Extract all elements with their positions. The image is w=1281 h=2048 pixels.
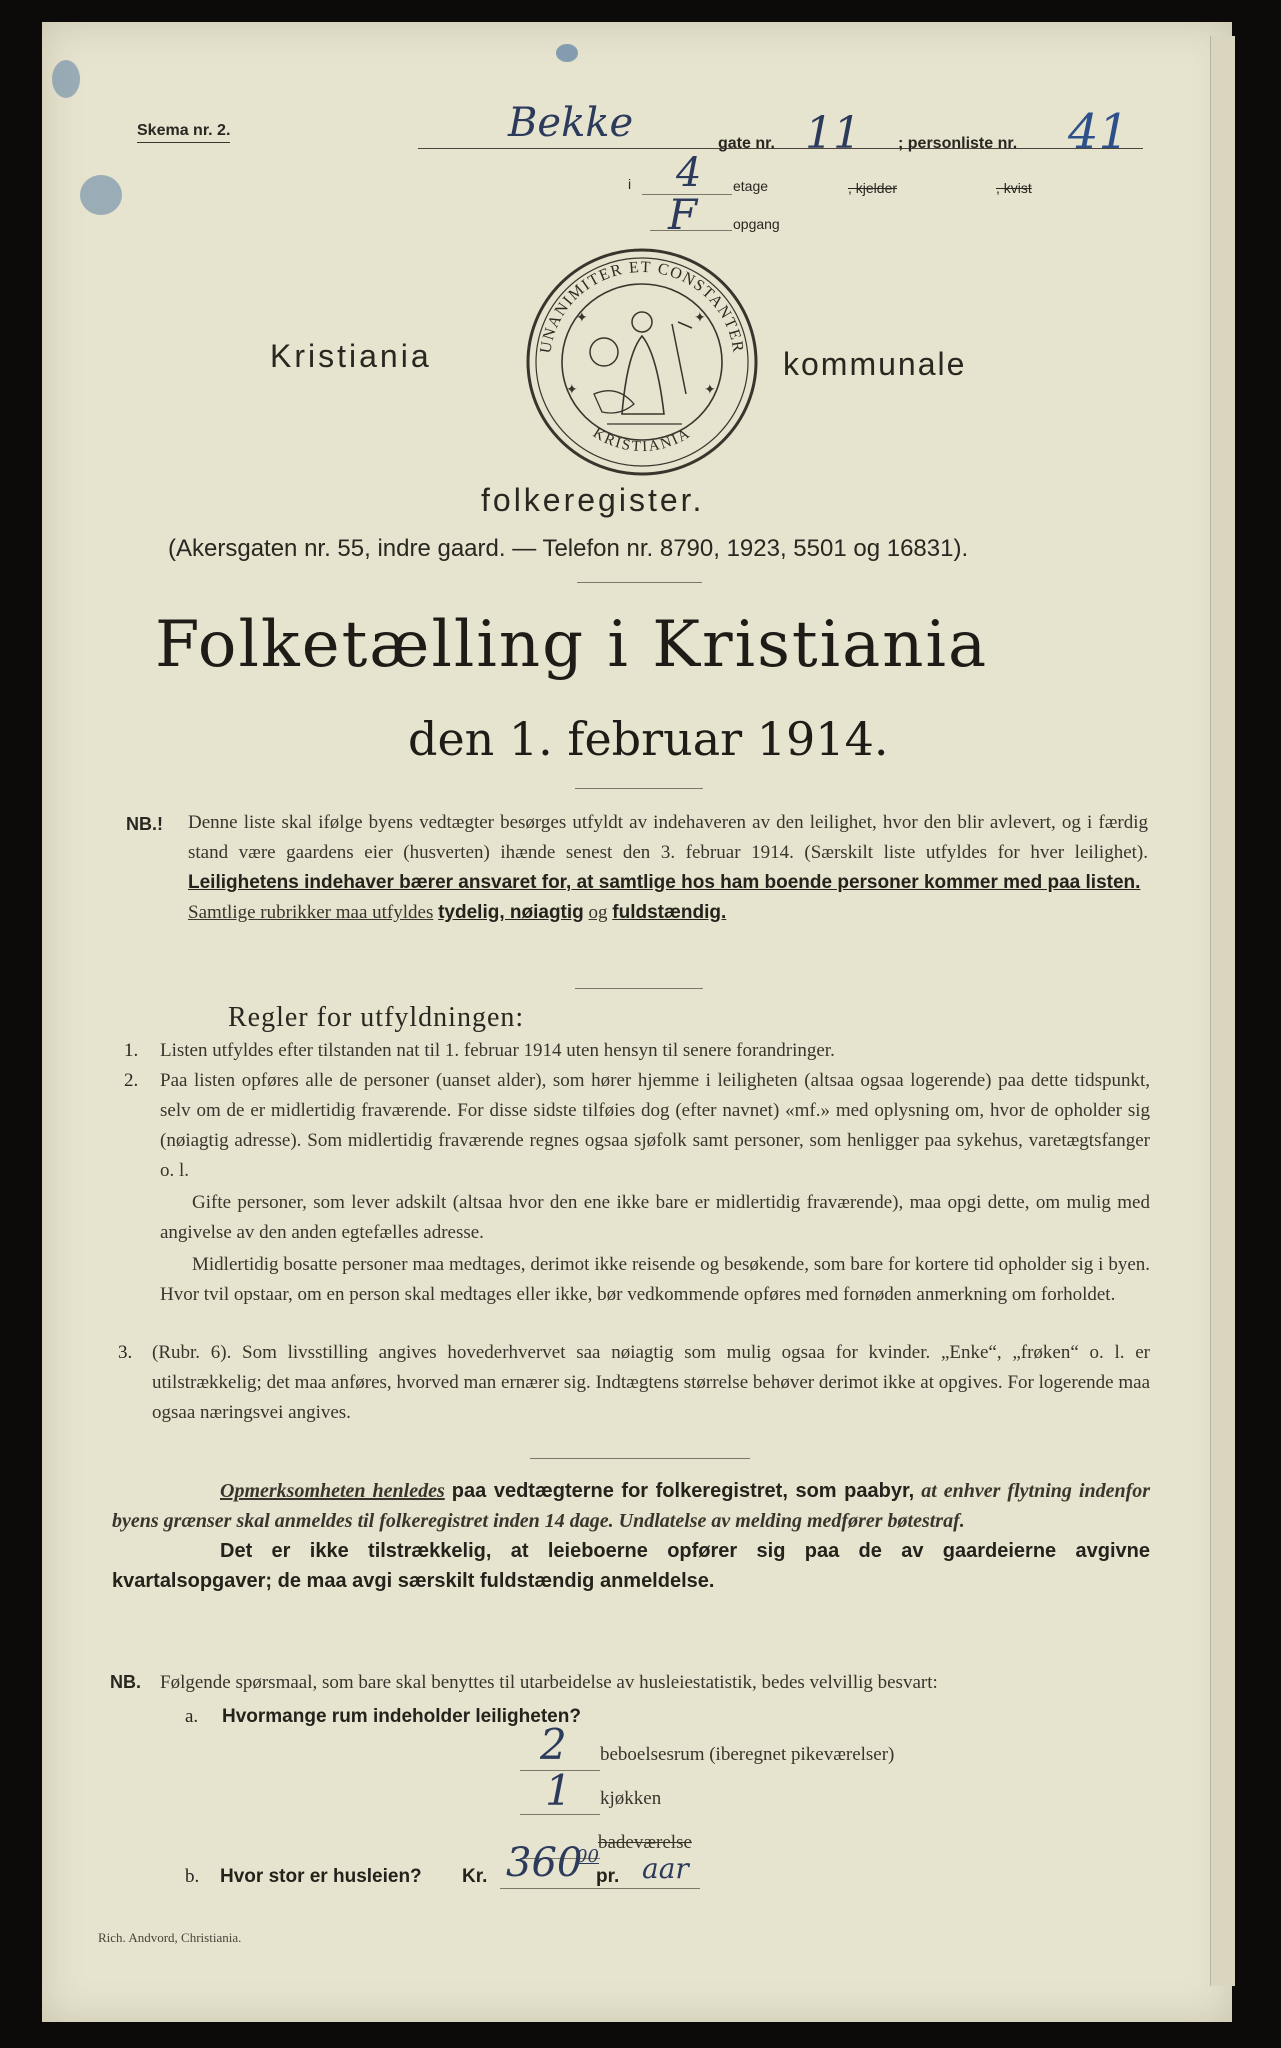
question-b-label: b.: [185, 1866, 200, 1887]
kristiania-label: Kristiania: [270, 338, 432, 374]
kitchen-count-handwritten: 1: [545, 1766, 572, 1815]
printer-imprint: Rich. Andvord, Christiania.: [98, 1930, 242, 1945]
cellar-label-struck: , kjelder: [848, 180, 898, 196]
rooms-count-handwritten: 2: [540, 1720, 567, 1769]
rule-2-residents: Midlertidig bosatte personer maa medtages, derimot ikke reisende og besøkende, som bare for kortere tid opholder sig i byen. Hvor tvil opstaar, om en person skal medtages eller ikke, bør vedkommende opføres med fornøden anmerkning om forholdet.: [160, 1254, 1150, 1305]
rent-amount-handwritten: 360: [506, 1840, 583, 1886]
svg-text:✦: ✦: [566, 383, 578, 398]
rule-2-married: Gifte personer, som lever adskilt (altsaa hvor den ene ikke bare er midlertidig fraværende), maa opgi dette, om mulig med angivelse av den anden egtefælles adresse.: [160, 1192, 1150, 1243]
ink-stain: [556, 44, 578, 62]
svg-text:UNANIMITER ET CONSTANTER: [537, 259, 746, 355]
question-a-text: Hvormange rum indeholder leiligheten?: [222, 1706, 581, 1727]
svg-text:KRISTIANIA: [590, 425, 694, 455]
office-address: (Akersgaten nr. 55, indre gaard. — Telefon nr. 8790, 1923, 5501 og 16831).: [168, 535, 969, 562]
city-seal: [522, 244, 762, 480]
svg-text:✦: ✦: [576, 311, 588, 326]
rule-1-text: Listen utfyldes efter tilstanden nat til 1. februar 1914 uten hensyn til senere forandringer.: [160, 1040, 835, 1061]
rule-1-number: 1.: [124, 1040, 139, 1061]
personliste-number-handwritten: 41: [1068, 104, 1130, 160]
question-b-text: Hvor stor er husleien?: [220, 1866, 422, 1887]
floor-prefix: i: [628, 176, 632, 192]
rule-2-text: Paa listen opføres alle de personer (uanset alder), som hører hjemme i leiligheten (altsaa ogsaa logerende) paa dette tidspunkt, selv om de er midlertidig fraværende. For disse sidste tilføies dog (efter navnet) «mf.» med oplysning om, hvor de opholder sig (nøiagtig adresse). Som midlertidig fraværende regnes ogsaa sjøfolk samt personer, som henligger paa sykehus, varetægtsfanger o. l.: [160, 1070, 1150, 1181]
question-a-label: a.: [185, 1706, 199, 1727]
rule-3-number: 3.: [118, 1342, 133, 1363]
attention-paragraph: Opmerksomheten henledes paa vedtægterne for folkeregistret, som paabyr, at enhver flytning indenfor byens grænser skal anmeldes til folkeregistret inden 14 dage. Undlatelse av melding medfører bøtestraf. Det er ikke tilstrækkelig, at leieboerne opfører sig paa de av gaardeierne avgivne kvartalsopgaver; de maa avgi særskilt fuldstændig anmeldelse.: [112, 1480, 1151, 1592]
ink-stain: [52, 60, 80, 98]
floor-number-handwritten: 4: [676, 150, 702, 196]
kitchen-label: kjøkken: [600, 1788, 662, 1809]
street-name-handwritten: Bekke: [508, 100, 634, 146]
floor-label: etage: [733, 178, 769, 194]
page-title: Folketælling i Kristiania: [155, 608, 989, 682]
rule-2-number: 2.: [124, 1070, 139, 1091]
page-edge: [1210, 36, 1235, 1986]
ink-stain: [80, 175, 122, 215]
seal-city: KRISTIANIA: [590, 425, 694, 456]
schema-number: Skema nr. 2.: [137, 122, 230, 143]
svg-text:✦: ✦: [694, 311, 706, 326]
nb2-label: NB.: [110, 1672, 141, 1692]
rent-cents-handwritten: 00: [576, 1846, 599, 1867]
kommunale-label: kommunale: [783, 346, 967, 382]
rooms-label: beboelsesrum (iberegnet pikeværelser): [600, 1744, 895, 1765]
nb1-label: NB.!: [126, 814, 163, 834]
census-date: den 1. februar 1914.: [408, 712, 889, 766]
nb1-paragraph: Denne liste skal ifølge byens vedtægter besørges utfyldt av indehaveren av den leilighet, hvor den blir avlevert, og i færdig stand være gaardens eier (husverten) ihænde senest den 3. februar 1914. (Særskilt liste utfyldes for hver leilighet). Leilighetens indehaver bærer ansvaret for, at samtlige hos ham boende personer kommer med paa listen. Samtlige rubrikker maa utfyldes tydelig, nøiagtig og fuldstændig.: [188, 812, 1148, 923]
rules-heading: Regler for utfyldningen:: [228, 1002, 525, 1033]
entrance-label: opgang: [733, 216, 780, 232]
currency-label: Kr.: [462, 1866, 488, 1887]
attic-label-struck: , kvist: [996, 180, 1032, 196]
period-label: pr.: [596, 1866, 620, 1887]
seal-motto: UNANIMITER ET CONSTANTER: [537, 258, 747, 355]
bathroom-label-struck: badeværelse: [598, 1832, 692, 1853]
gate-number-handwritten: 11: [805, 108, 861, 159]
svg-text:✦: ✦: [704, 383, 716, 398]
rent-period-handwritten: aar: [642, 1852, 689, 1885]
gate-label: gate nr.: [718, 135, 775, 152]
folkeregister-label: folkeregister.: [481, 482, 705, 518]
entrance-letter-handwritten: F: [668, 190, 698, 239]
rule-3-text: (Rubr. 6). Som livsstilling angives hovederhvervet saa nøiagtig som mulig ogsaa for kvinder. „Enke“, „frøken“ o. l. er utilstrækkelig; det maa anføres, hvorved man ernærer sig. Indtægtens størrelse behøver derimot ikke at opgives. For logerende maa ogsaa næringsvei angives.: [152, 1342, 1150, 1423]
personliste-label: ; personliste nr.: [898, 135, 1018, 152]
nb2-text: Følgende spørsmaal, som bare skal benyttes til utarbeidelse av husleiestatistik, bedes velvillig besvart:: [160, 1672, 938, 1693]
